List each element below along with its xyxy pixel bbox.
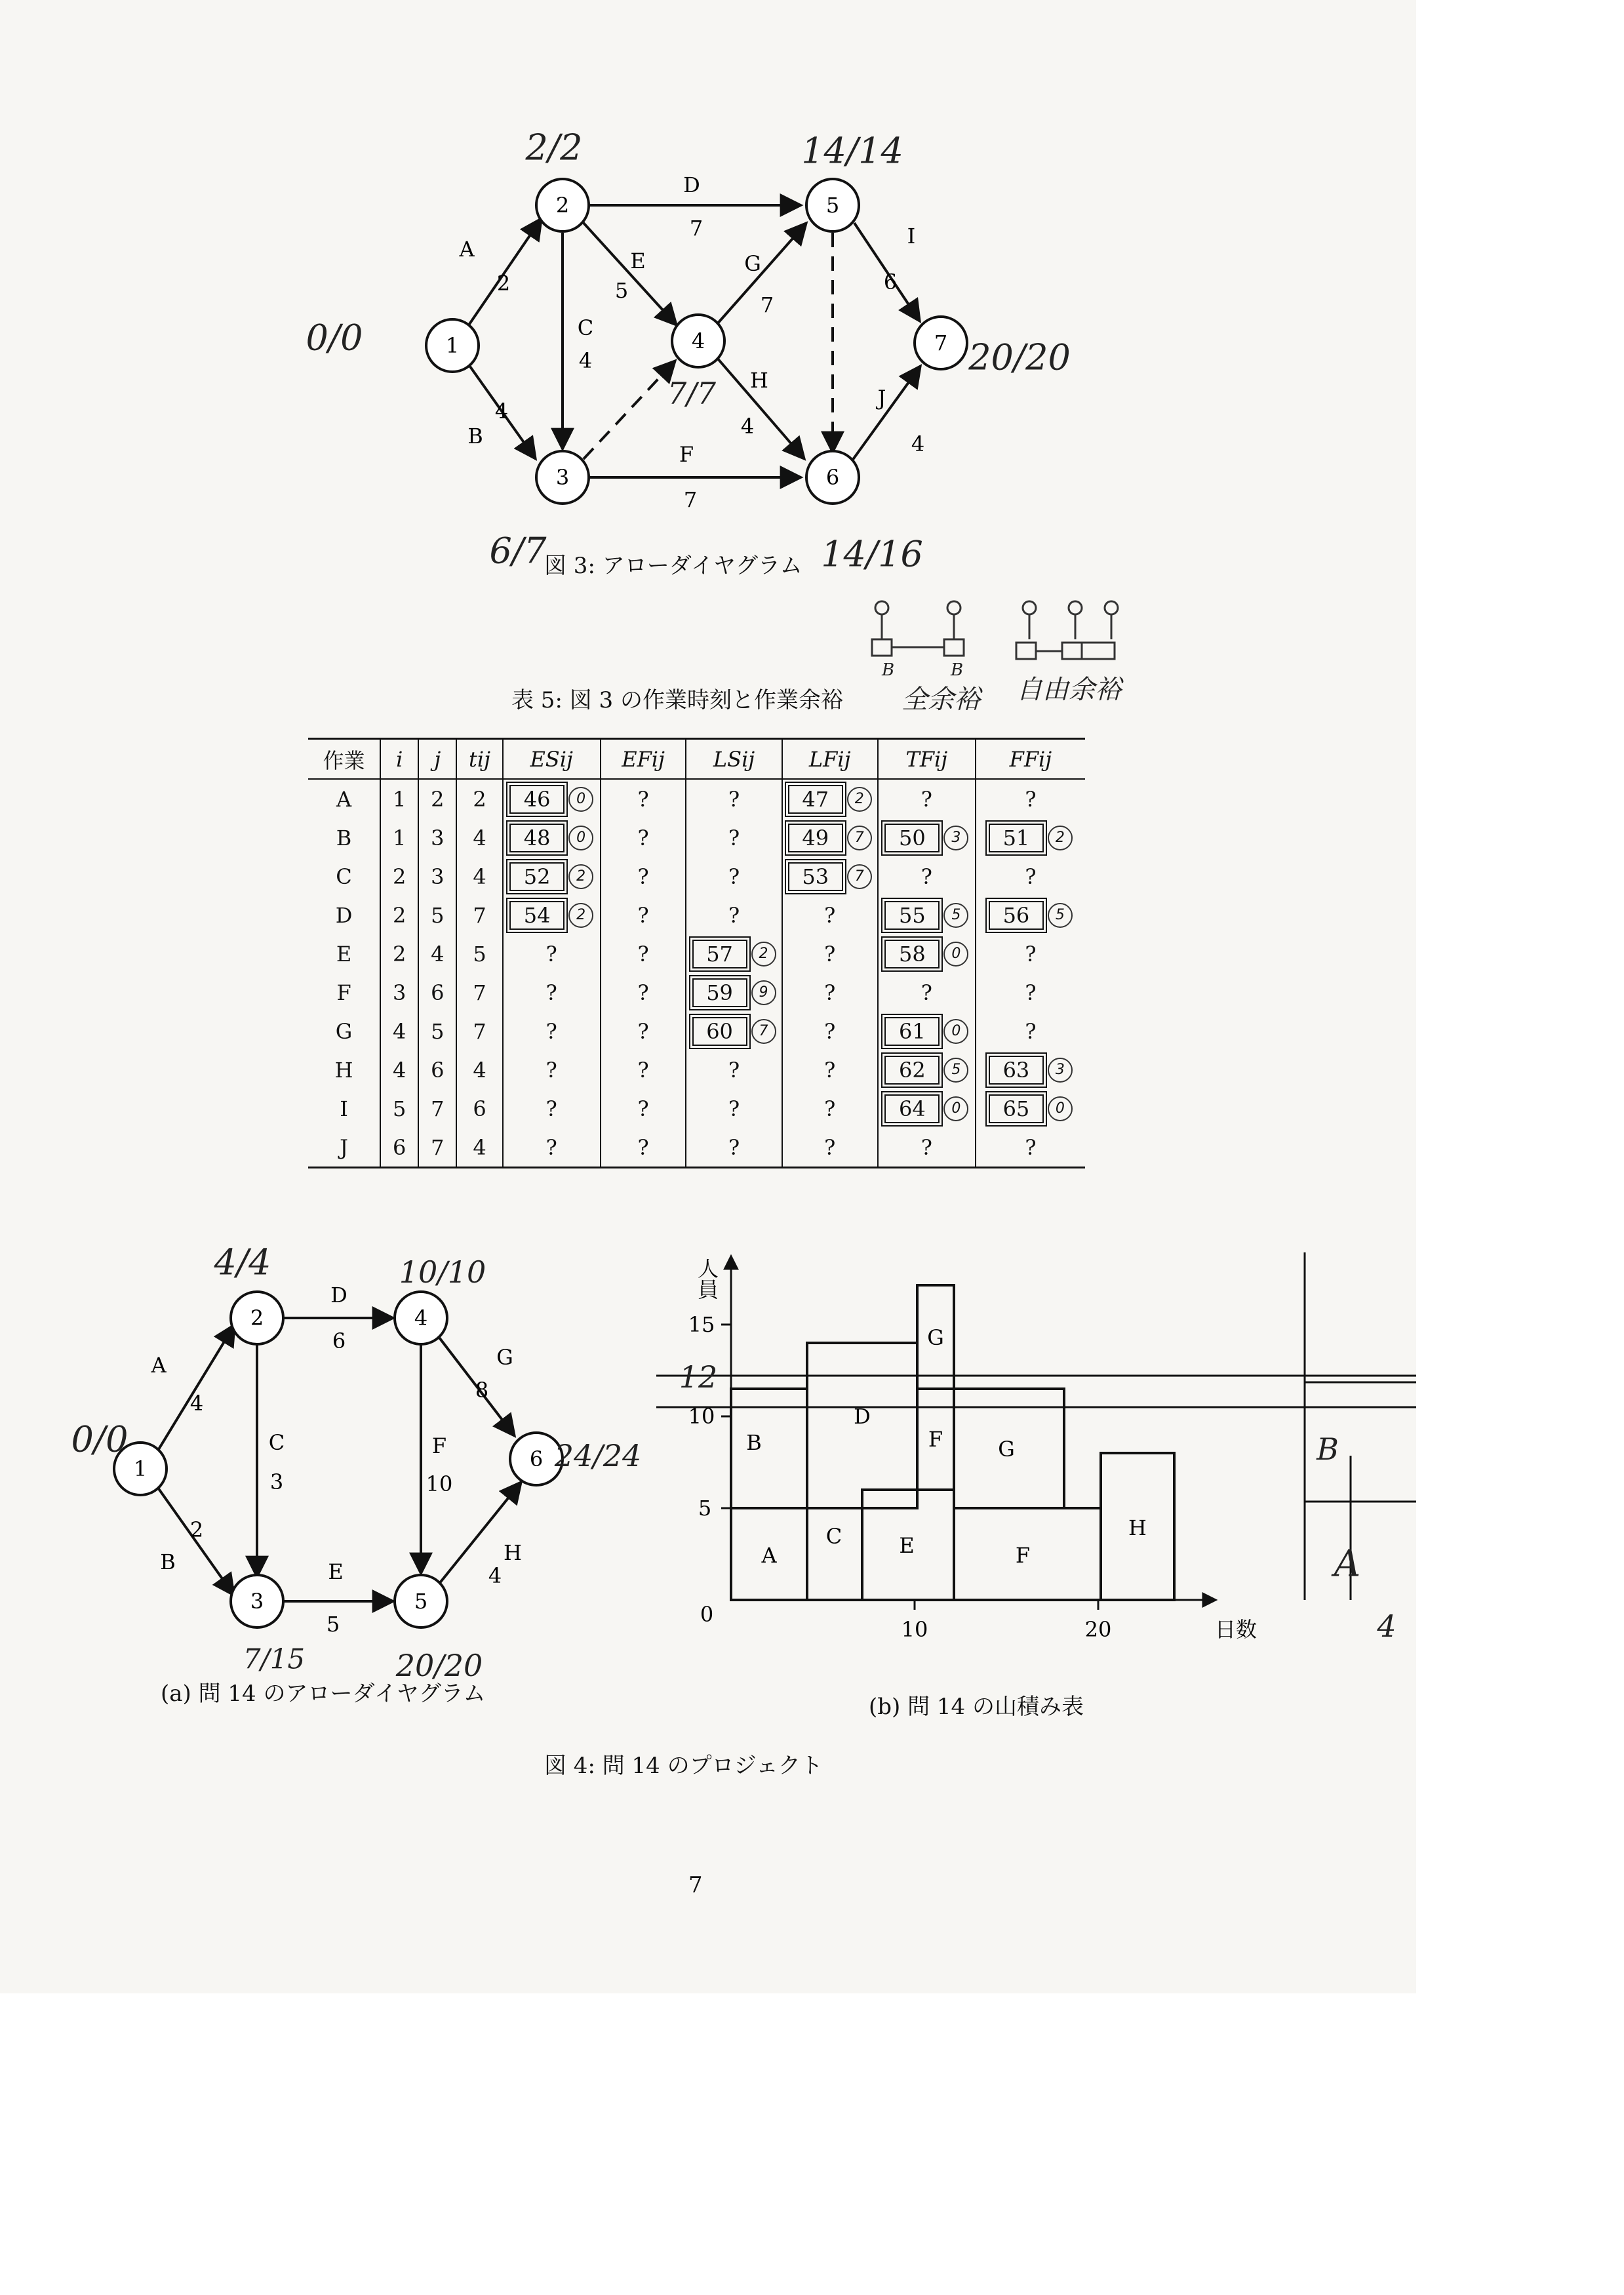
answer-box: 49 <box>788 824 843 852</box>
hw-n4: 7/7 <box>667 376 717 411</box>
hw-n7: 20/20 <box>968 336 1071 378</box>
answer-box: 57 <box>692 940 747 968</box>
cell-lf: ? <box>782 1128 878 1168</box>
answer-box: 61 <box>884 1017 940 1046</box>
act-label: G <box>496 1345 513 1370</box>
hw-free-float: 自由余裕 <box>1016 675 1121 705</box>
cell-t: 6 <box>456 1089 502 1128</box>
table-row <box>308 973 1085 1012</box>
handwritten-answer: 7 <box>751 1019 776 1044</box>
th-i: i <box>380 739 418 780</box>
cell-t: 7 <box>456 1012 502 1050</box>
act-label: G <box>744 251 761 276</box>
cell-ef: ? <box>601 934 686 973</box>
fig4a-node-label: 3 <box>250 1589 264 1614</box>
cell-tf <box>878 1012 976 1050</box>
act-dur: 4 <box>494 399 509 424</box>
cell-lf: ? <box>782 973 878 1012</box>
cell-ff: ? <box>976 973 1085 1012</box>
cell-ls: ? <box>686 1050 782 1089</box>
cell-j: 5 <box>418 896 456 934</box>
cell-i: 5 <box>380 1089 418 1128</box>
answer-box: 62 <box>884 1056 940 1085</box>
block-label-F2: F <box>1015 1543 1031 1568</box>
cell-ls: ? <box>686 1089 782 1128</box>
act-label: D <box>330 1283 347 1307</box>
answer-box: 55 <box>884 901 940 930</box>
ytick-0: 0 <box>700 1602 714 1627</box>
th-ef: EFij <box>601 739 686 780</box>
cell-tf <box>878 896 976 934</box>
table-row <box>308 779 1085 818</box>
handwritten-answer: 0 <box>943 1096 968 1121</box>
th-ls: LSij <box>686 739 782 780</box>
table-row <box>308 934 1085 973</box>
cell-work: B <box>336 825 352 850</box>
cell-es: ? <box>503 1128 601 1168</box>
act-label: D <box>683 172 700 197</box>
th-work: 作業 <box>308 739 380 780</box>
block-label-C: C <box>825 1524 842 1549</box>
ylabel: 人員 <box>694 1258 719 1300</box>
act-label: I <box>907 224 916 249</box>
th-lf: LFij <box>782 739 878 780</box>
table-row <box>308 1128 1085 1168</box>
cell-ls: ? <box>686 896 782 934</box>
th-j: j <box>418 739 456 780</box>
hw-right-B: B <box>1317 1431 1339 1467</box>
cell-t: 2 <box>456 779 502 818</box>
answer-box: 54 <box>509 901 564 930</box>
handwritten-answer: 0 <box>568 787 593 812</box>
handwritten-answer: 5 <box>943 903 968 928</box>
cell-j: 2 <box>418 779 456 818</box>
cell-ff: ? <box>976 857 1085 896</box>
cell-ls <box>686 973 782 1012</box>
cell-t: 4 <box>456 857 502 896</box>
cell-i: 1 <box>380 779 418 818</box>
cell-es <box>503 896 601 934</box>
act-label: F <box>679 442 694 467</box>
act-dur: 3 <box>269 1469 284 1494</box>
act-dur: 4 <box>911 431 925 456</box>
table-row <box>308 1050 1085 1089</box>
cell-es: ? <box>503 934 601 973</box>
cell-tf: ? <box>878 857 976 896</box>
cell-ef: ? <box>601 779 686 818</box>
sketch-b1: B <box>882 660 895 680</box>
table-row <box>308 857 1085 896</box>
hw4-n5: 20/20 <box>395 1648 483 1683</box>
handwritten-answer: 5 <box>1048 903 1073 928</box>
act-dur: 4 <box>740 414 755 439</box>
answer-box: 56 <box>989 901 1044 930</box>
cell-t: 5 <box>456 934 502 973</box>
table5 <box>308 738 1085 1168</box>
hw-y12: 12 <box>679 1359 718 1395</box>
answer-box: 63 <box>989 1056 1044 1085</box>
block-label-G1: G <box>927 1325 944 1350</box>
cell-tf <box>878 1050 976 1089</box>
hw-n2: 2/2 <box>525 127 583 169</box>
act-dur: 10 <box>426 1471 453 1496</box>
cell-i: 4 <box>380 1050 418 1089</box>
cell-ff: ? <box>976 1012 1085 1050</box>
hw-n5: 14/14 <box>801 130 903 172</box>
act-dur: 2 <box>189 1517 204 1542</box>
cell-ef: ? <box>601 857 686 896</box>
cell-tf <box>878 818 976 857</box>
cell-ff: ? <box>976 779 1085 818</box>
handwritten-answer: 2 <box>568 903 593 928</box>
handwritten-answer: 0 <box>1048 1096 1073 1121</box>
answer-box: 60 <box>692 1017 747 1046</box>
fig3-arrow-diagram <box>0 0 1416 590</box>
block-label-G2: G <box>998 1437 1015 1462</box>
cell-ef: ? <box>601 818 686 857</box>
table-row <box>308 896 1085 934</box>
cell-i: 4 <box>380 1012 418 1050</box>
cell-tf <box>878 934 976 973</box>
table5-body <box>308 779 1085 1168</box>
fig3-node-label: 2 <box>555 193 570 218</box>
cell-j: 3 <box>418 857 456 896</box>
fig4a-caption: (a) 問 14 のアローダイヤグラム <box>161 1681 486 1707</box>
cell-es: ? <box>503 1089 601 1128</box>
hw-total-float: 全余裕 <box>901 685 980 715</box>
handwritten-answer: 2 <box>568 864 593 889</box>
cell-j: 5 <box>418 1012 456 1050</box>
cell-ef: ? <box>601 1050 686 1089</box>
answer-box: 52 <box>509 862 564 891</box>
hw-right-4: 4 <box>1377 1608 1396 1644</box>
fig4b-loading-chart <box>656 1233 1416 1692</box>
cell-ls: ? <box>686 818 782 857</box>
th-t: tij <box>456 739 502 780</box>
cell-ff: ? <box>976 934 1085 973</box>
act-dur: 7 <box>760 292 774 317</box>
answer-box: 65 <box>989 1094 1044 1123</box>
answer-box: 59 <box>692 978 747 1007</box>
handwritten-answer: 7 <box>847 826 872 850</box>
act-label: C <box>577 315 594 340</box>
ytick-5: 5 <box>698 1496 712 1521</box>
cell-t: 7 <box>456 973 502 1012</box>
ytick-15: 15 <box>688 1312 715 1337</box>
cell-work: D <box>335 902 353 928</box>
th-es: ESij <box>503 739 601 780</box>
cell-work: E <box>336 941 352 967</box>
cell-j: 7 <box>418 1089 456 1128</box>
cell-work: J <box>340 1134 348 1160</box>
cell-es: ? <box>503 973 601 1012</box>
block-label-A: A <box>761 1543 777 1568</box>
handwritten-answer: 9 <box>751 980 776 1005</box>
cell-ff <box>976 896 1085 934</box>
cell-work: H <box>334 1057 353 1083</box>
cell-work: F <box>336 980 351 1005</box>
fig3-caption: 図 3: アローダイヤグラム <box>544 553 802 579</box>
act-dur: 7 <box>683 487 698 512</box>
xtick-10: 10 <box>901 1617 928 1642</box>
hw-right-A: A <box>1334 1542 1361 1586</box>
act-dur: 7 <box>689 216 703 241</box>
th-ff: FFij <box>976 739 1085 780</box>
act-label: H <box>750 368 768 393</box>
cell-ef: ? <box>601 1012 686 1050</box>
handwritten-answer: 7 <box>847 864 872 889</box>
cell-lf: ? <box>782 1089 878 1128</box>
sketch-b2: B <box>951 660 964 680</box>
act-label: A <box>151 1353 167 1378</box>
hw-n1: 0/0 <box>306 317 363 359</box>
cell-t: 4 <box>456 1050 502 1089</box>
cell-lf: ? <box>782 1012 878 1050</box>
handwritten-answer: 0 <box>943 942 968 967</box>
act-label: B <box>467 424 483 449</box>
float-sketch <box>865 593 1154 718</box>
act-label: B <box>160 1549 176 1574</box>
cell-lf: ? <box>782 1050 878 1089</box>
cell-ls <box>686 1012 782 1050</box>
cell-lf: ? <box>782 934 878 973</box>
cell-ef: ? <box>601 896 686 934</box>
act-label: E <box>630 249 646 273</box>
handwritten-answer: 2 <box>1048 826 1073 850</box>
cell-lf: ? <box>782 896 878 934</box>
fig4a-node-label: 2 <box>250 1306 264 1330</box>
cell-t: 4 <box>456 1128 502 1168</box>
table-row <box>308 1012 1085 1050</box>
answer-box: 53 <box>788 862 843 891</box>
handwritten-answer: 0 <box>568 826 593 850</box>
table-row <box>308 1089 1085 1128</box>
fig3-node-label: 1 <box>445 333 460 358</box>
cell-ff <box>976 818 1085 857</box>
act-label: A <box>459 237 475 262</box>
cell-tf <box>878 1089 976 1128</box>
th-tf: TFij <box>878 739 976 780</box>
answer-box: 51 <box>989 824 1044 852</box>
cell-i: 1 <box>380 818 418 857</box>
page-number: 7 <box>688 1872 703 1898</box>
cell-ff <box>976 1089 1085 1128</box>
handwritten-answer: 5 <box>943 1058 968 1083</box>
act-dur: 6 <box>332 1328 346 1353</box>
fig4-caption: 図 4: 問 14 のプロジェクト <box>544 1753 823 1779</box>
cell-lf <box>782 857 878 896</box>
cell-i: 2 <box>380 896 418 934</box>
hw4-n3: 7/15 <box>243 1643 306 1675</box>
hw-n6: 14/16 <box>821 533 923 575</box>
handwritten-answer: 3 <box>1048 1058 1073 1083</box>
handwritten-answer: 3 <box>943 826 968 850</box>
act-label: F <box>431 1433 447 1458</box>
cell-work: G <box>335 1018 353 1044</box>
block-label-H: H <box>1128 1515 1147 1540</box>
cell-work: I <box>340 1096 348 1121</box>
cell-i: 3 <box>380 973 418 1012</box>
cell-es: ? <box>503 1012 601 1050</box>
cell-ef: ? <box>601 1128 686 1168</box>
cell-work: A <box>336 786 352 812</box>
fig3-node-label: 5 <box>825 193 840 218</box>
answer-box: 50 <box>884 824 940 852</box>
hw4-n1: 0/0 <box>71 1418 129 1460</box>
cell-ff: ? <box>976 1128 1085 1168</box>
act-dur: 8 <box>475 1378 489 1403</box>
cell-lf <box>782 818 878 857</box>
table-row <box>308 818 1085 857</box>
handwritten-answer: 0 <box>943 1019 968 1044</box>
cell-ef: ? <box>601 1089 686 1128</box>
cell-tf: ? <box>878 779 976 818</box>
xtick-20: 20 <box>1084 1617 1112 1642</box>
act-label: C <box>268 1430 285 1455</box>
act-dur: 2 <box>496 271 511 296</box>
fig3-node-label: 4 <box>691 329 705 353</box>
block-label-D: D <box>854 1404 871 1429</box>
answer-box: 58 <box>884 940 940 968</box>
cell-es: ? <box>503 1050 601 1089</box>
cell-es <box>503 818 601 857</box>
fig4a-node-label: 5 <box>414 1589 428 1614</box>
table5-caption: 表 5: 図 3 の作業時刻と作業余裕 <box>511 687 843 713</box>
cell-i: 6 <box>380 1128 418 1168</box>
act-dur: 4 <box>189 1391 204 1416</box>
cell-lf <box>782 779 878 818</box>
cell-j: 4 <box>418 934 456 973</box>
xlabel: 日数 <box>1214 1617 1258 1642</box>
fig4a-node-label: 1 <box>133 1456 148 1481</box>
cell-es <box>503 779 601 818</box>
answer-box: 64 <box>884 1094 940 1123</box>
act-label: J <box>877 386 886 410</box>
cell-ls <box>686 934 782 973</box>
ytick-10: 10 <box>688 1404 715 1429</box>
fig3-node-label: 6 <box>825 465 840 490</box>
cell-i: 2 <box>380 857 418 896</box>
cell-t: 7 <box>456 896 502 934</box>
hw4-n2: 4/4 <box>214 1241 271 1283</box>
answer-box: 47 <box>788 785 843 814</box>
cell-j: 6 <box>418 973 456 1012</box>
hw4-n6: 24/24 <box>554 1438 642 1473</box>
answer-box: 48 <box>509 824 564 852</box>
cell-tf: ? <box>878 1128 976 1168</box>
act-dur: 4 <box>488 1563 502 1588</box>
cell-t: 4 <box>456 818 502 857</box>
answer-box: 46 <box>509 785 564 814</box>
act-label: H <box>504 1540 522 1565</box>
fig4a-node-label: 4 <box>414 1306 428 1330</box>
cell-es <box>503 857 601 896</box>
block-label-B: B <box>746 1430 762 1455</box>
cell-tf: ? <box>878 973 976 1012</box>
cell-work: C <box>336 864 352 889</box>
cell-ls: ? <box>686 1128 782 1168</box>
cell-ff <box>976 1050 1085 1089</box>
act-dur: 6 <box>883 269 898 294</box>
handwritten-answer: 2 <box>847 787 872 812</box>
fig4b-caption: (b) 問 14 の山積み表 <box>869 1694 1084 1720</box>
fig4a-node-label: 6 <box>529 1447 544 1471</box>
act-dur: 5 <box>326 1612 340 1637</box>
block-C <box>807 1508 862 1600</box>
hw-n3: 6/7 <box>489 530 547 572</box>
fig4a-arrow-diagram <box>0 1213 656 1705</box>
cell-ls: ? <box>686 779 782 818</box>
cell-j: 7 <box>418 1128 456 1168</box>
cell-j: 6 <box>418 1050 456 1089</box>
block-label-F1: F <box>928 1427 943 1452</box>
act-dur: 4 <box>578 348 593 373</box>
fig3-node-label: 3 <box>555 465 570 490</box>
cell-j: 3 <box>418 818 456 857</box>
cell-i: 2 <box>380 934 418 973</box>
fig3-node-label: 7 <box>934 330 948 355</box>
cell-ls: ? <box>686 857 782 896</box>
hw4-n4: 10/10 <box>399 1254 486 1290</box>
act-dur: 5 <box>614 278 629 303</box>
handwritten-answer: 2 <box>751 942 776 967</box>
act-label: E <box>328 1559 344 1584</box>
block-label-E: E <box>899 1533 915 1558</box>
cell-ef: ? <box>601 973 686 1012</box>
